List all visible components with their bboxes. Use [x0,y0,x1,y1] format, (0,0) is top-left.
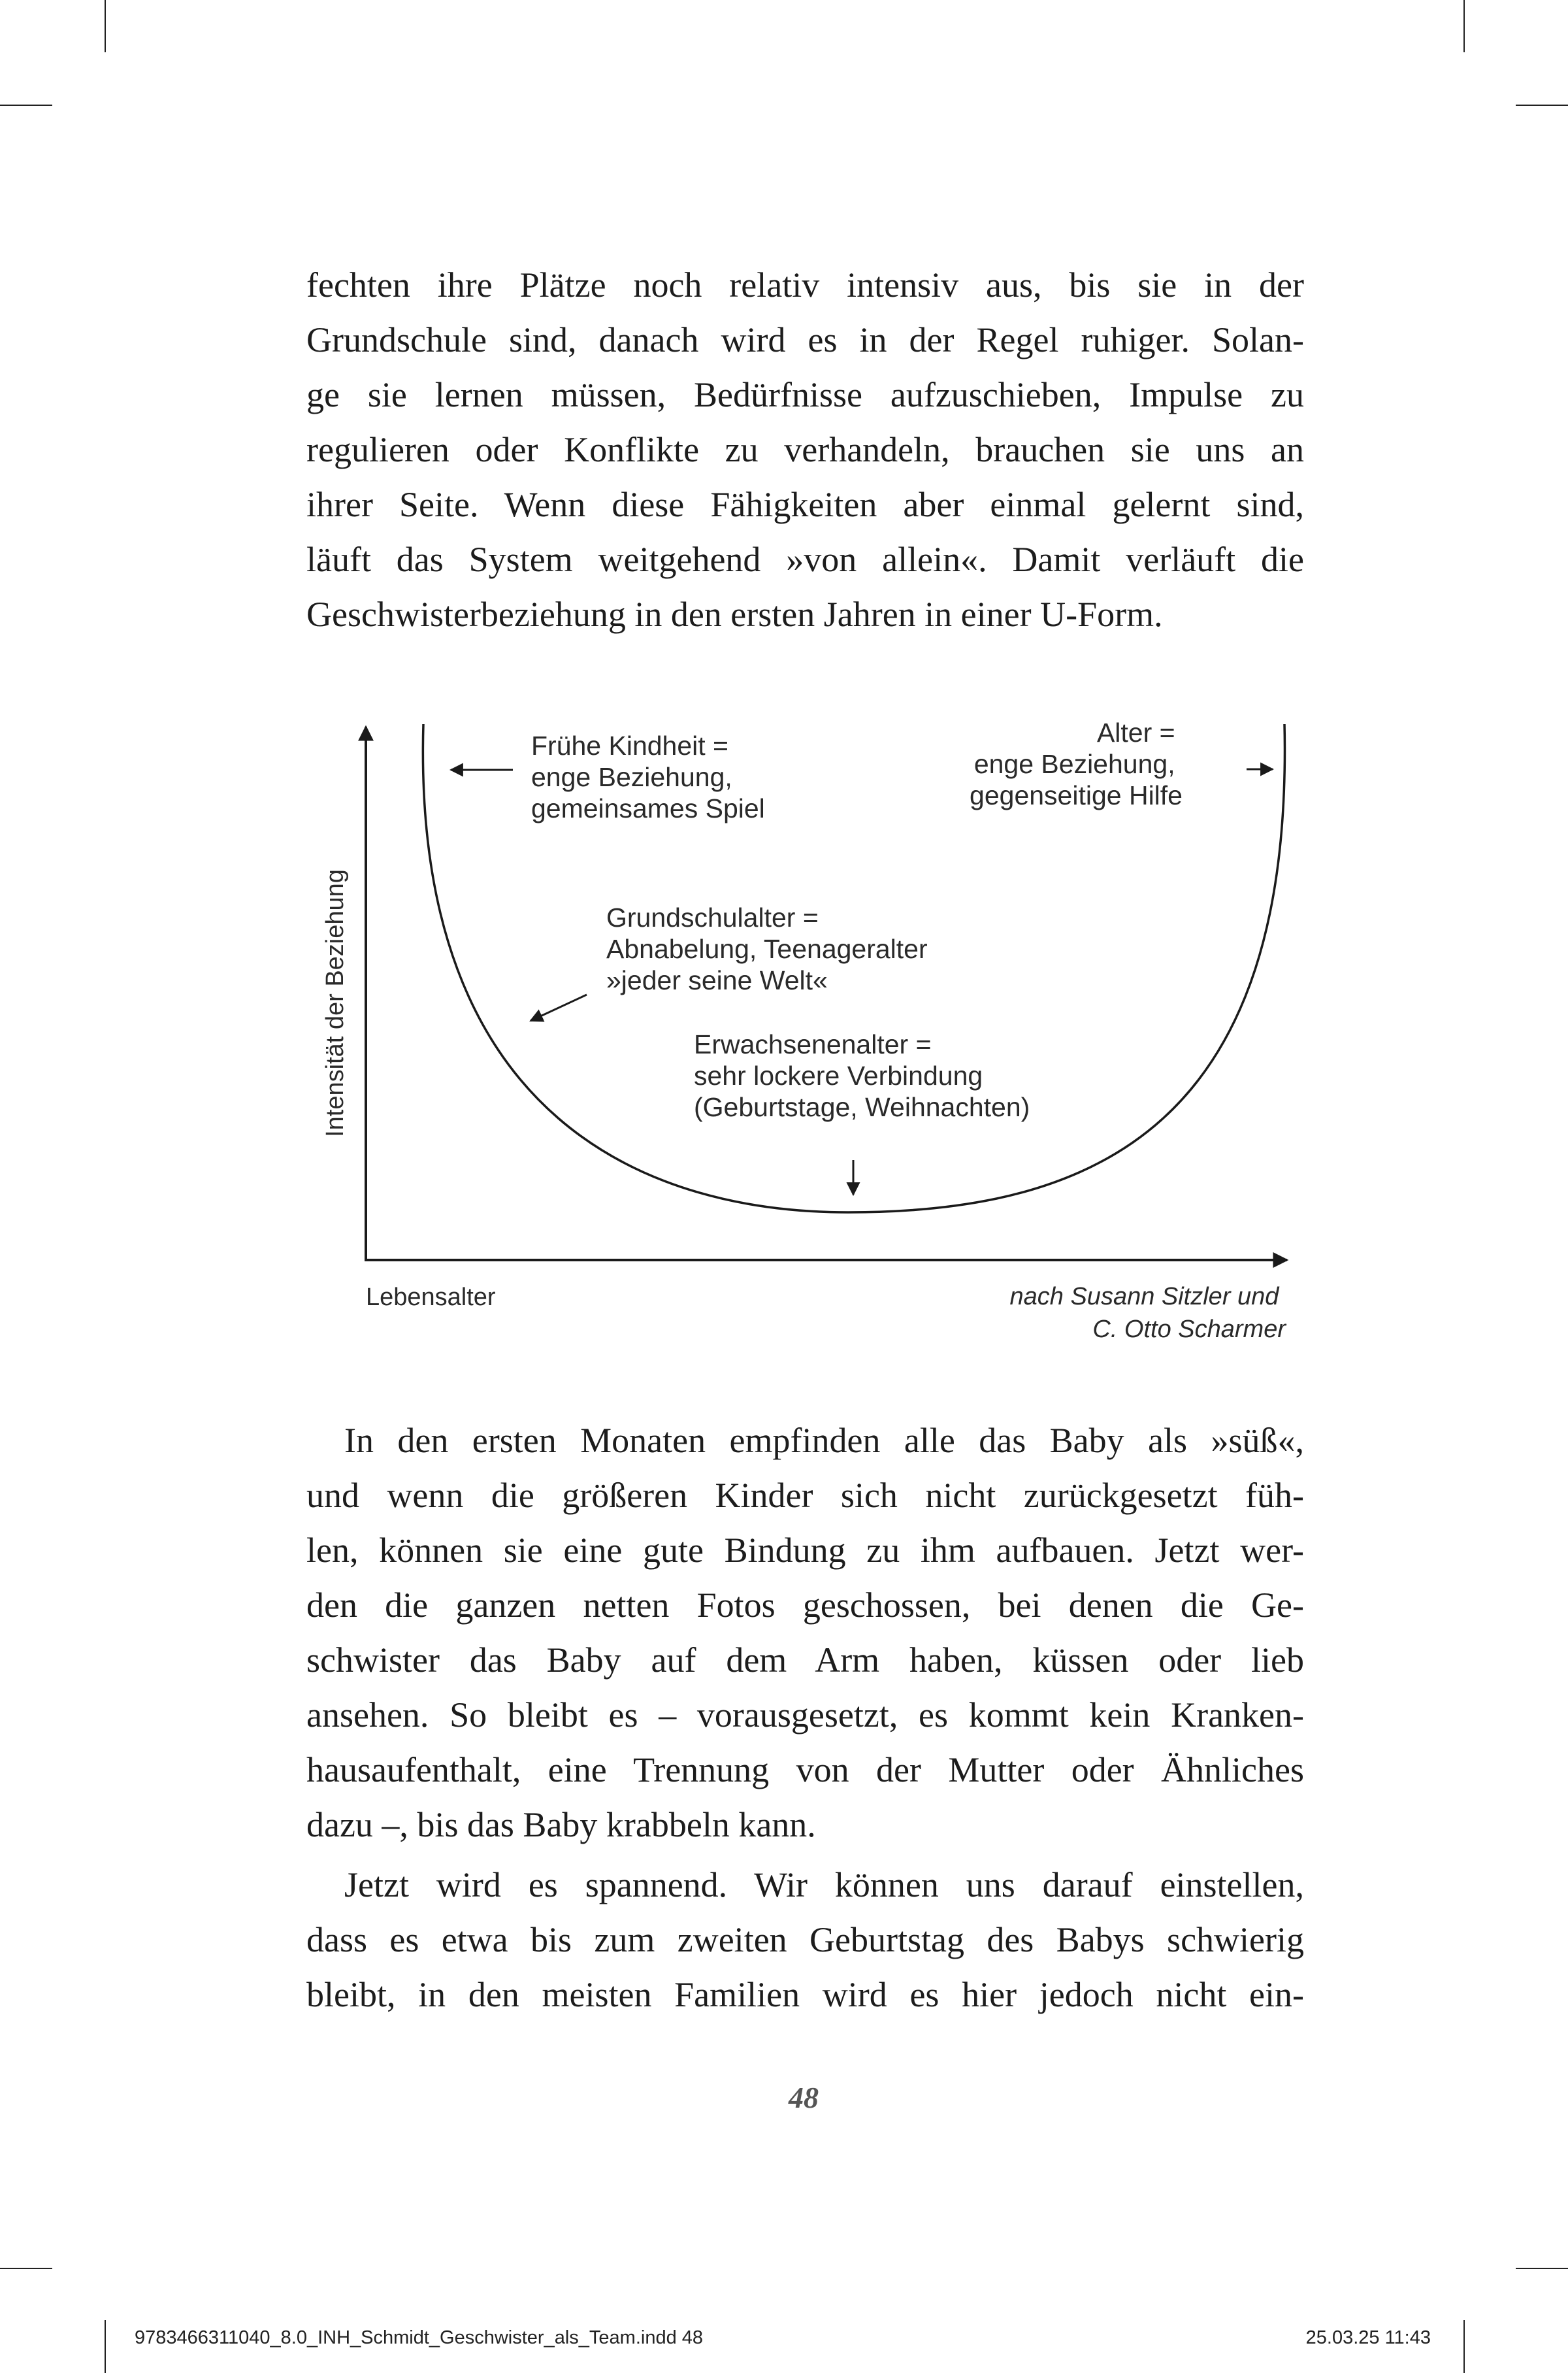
figure-credit: nach Susann Sitzler und C. Otto Scharmer [1009,1283,1286,1343]
text-line: ansehen. So bleibt es – vorausgesetzt, es kommt kein Kranken- [306,1695,1304,1734]
label-primary-school: Grundschulalter = Abnabelung, Teenageralter »jeder seine Welt« [606,903,928,995]
text-line: und wenn die größeren Kinder sich nicht zurückgesetzt füh- [306,1476,1304,1515]
text-line: dass es etwa bis zum zweiten Geburtstag des Babys schwierig [306,1920,1304,1959]
text-line: hausaufenthalt, eine Trennung von der Mutter oder Ähnliches [306,1750,1304,1789]
text-line: In den ersten Monaten empfinden alle das Baby als »süß«, [344,1421,1304,1460]
arrow-primary-school [531,995,587,1021]
slug-filename: 9783466311040_8.0_INH_Schmidt_Geschwister_als_Team.indd 48 [135,2327,704,2348]
text-line: bleibt, in den meisten Familien wird es hier jedoch nicht ein- [306,1975,1304,2014]
page-number: 48 [789,2081,819,2114]
text-line: ihrer Seite. Wenn diese Fähigkeiten aber einmal gelernt sind, [306,485,1304,524]
text-line: Geschwisterbeziehung in den ersten Jahren in einer U-Form. [306,595,1163,634]
label-early-childhood: Frühe Kindheit = enge Beziehung, gemeinsames Spiel [531,731,765,823]
paragraph-2 [306,1413,1304,1852]
x-axis-label: Lebensalter [366,1284,496,1311]
label-old-age: Alter = enge Beziehung, gegenseitige Hilfe [970,718,1183,810]
label-adulthood: Erwachsenenalter = sehr lockere Verbindung (Geburtstage, Weihnachten) [694,1029,1030,1122]
text-line: fechten ihre Plätze noch relativ intensiv aus, bis sie in der [306,265,1304,305]
text-line: den die ganzen netten Fotos geschossen, bei denen die Ge- [306,1585,1304,1625]
slug-timestamp: 25.03.25 11:43 [1305,2327,1431,2348]
text-line: Grundschule sind, danach wird es in der Regel ruhiger. Solan- [306,320,1304,359]
text-line: regulieren oder Konflikte zu verhandeln, brauchen sie uns an [306,430,1304,469]
text-line: Jetzt wird es spannend. Wir können uns darauf einstellen, [344,1865,1304,1904]
text-line: dazu –, bis das Baby krabbeln kann. [306,1805,816,1844]
text-line: läuft das System weitgehend »von allein«. Damit verläuft die [306,540,1304,579]
text-line: schwister das Baby auf dem Arm haben, küssen oder lieb [306,1640,1304,1680]
text-line: ge sie lernen müssen, Bedürfnisse aufzuschieben, Impulse zu [306,375,1304,414]
paragraph-3 [306,1857,1304,2022]
text-line: len, können sie eine gute Bindung zu ihm aufbauen. Jetzt wer- [306,1531,1304,1570]
y-axis-label: Intensität der Beziehung [321,869,349,1137]
